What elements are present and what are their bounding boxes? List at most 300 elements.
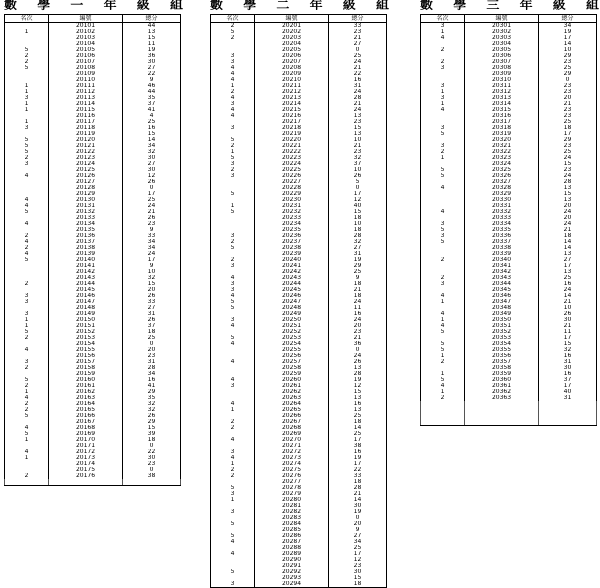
id-cell: 20301 [465, 23, 539, 30]
rank-cell: 3 [5, 299, 49, 305]
id-cell: 20124 [49, 161, 123, 167]
id-cell: 20129 [49, 191, 123, 197]
score-cell: 30 [123, 455, 181, 461]
id-cell: 20154 [49, 341, 123, 347]
id-cell: 20238 [255, 245, 329, 251]
score-cell: 20 [329, 521, 387, 527]
id-cell: 20135 [49, 227, 123, 233]
score-cell: 21 [329, 287, 387, 293]
rank-cell: 3 [5, 125, 49, 131]
rank-cell: 4 [5, 395, 49, 401]
score-cell: 17 [329, 191, 387, 197]
rank-cell: 3 [421, 143, 465, 149]
rank-cell: 1 [421, 89, 465, 95]
score-cell: 29 [539, 137, 597, 143]
id-cell: 20264 [255, 401, 329, 407]
rank-cell: 5 [421, 329, 465, 335]
score-cell: 27 [329, 533, 387, 539]
id-cell: 20303 [465, 35, 539, 41]
id-cell: 20281 [255, 503, 329, 509]
score-cell: 34 [123, 239, 181, 245]
id-cell: 20267 [255, 419, 329, 425]
score-cell: 30 [123, 167, 181, 173]
id-cell: 20315 [465, 107, 539, 113]
id-cell: 20153 [49, 335, 123, 341]
rank-cell: 4 [421, 383, 465, 389]
id-cell: 20249 [255, 311, 329, 317]
id-cell: 20141 [49, 263, 123, 269]
id-cell: 20136 [49, 233, 123, 239]
id-cell: 20322 [465, 149, 539, 155]
id-cell: 20173 [49, 455, 123, 461]
id-cell: 20346 [465, 293, 539, 299]
score-cell: 23 [539, 59, 597, 65]
id-cell: 20218 [255, 125, 329, 131]
score-cell: 16 [539, 371, 597, 377]
id-cell: 20171 [49, 443, 123, 449]
score-cell: 29 [539, 53, 597, 59]
rank-cell: 4 [211, 377, 255, 383]
id-cell: 20328 [465, 185, 539, 191]
score-cell: 22 [123, 71, 181, 77]
id-cell: 20355 [465, 347, 539, 353]
score-cell: 40 [329, 203, 387, 209]
id-cell: 20266 [255, 413, 329, 419]
rank-cell: 2 [5, 407, 49, 413]
rank-cell: 3 [211, 233, 255, 239]
score-cell: 17 [539, 35, 597, 41]
id-cell: 20311 [465, 83, 539, 89]
id-cell: 20229 [255, 191, 329, 197]
score-cell: 20 [123, 347, 181, 353]
rank-cell: 3 [211, 449, 255, 455]
score-cell: 38 [123, 473, 181, 479]
rank-cell: 4 [5, 203, 49, 209]
score-cell: 25 [539, 149, 597, 155]
score-cell: 41 [123, 383, 181, 389]
score-cell: 25 [123, 197, 181, 203]
id-cell: 20116 [49, 113, 123, 119]
score-cell: 16 [329, 77, 387, 83]
id-cell: 20302 [465, 29, 539, 35]
rank-cell: 5 [211, 245, 255, 251]
id-cell: 20362 [465, 389, 539, 395]
rank-cell: 1 [5, 101, 49, 107]
score-cell: 12 [329, 383, 387, 389]
rank-cell: 4 [211, 455, 255, 461]
score-cell: 26 [123, 179, 181, 185]
empty-cell [539, 419, 597, 426]
id-cell: 20152 [49, 329, 123, 335]
sheet-title [420, 0, 600, 11]
score-cell: 21 [329, 35, 387, 41]
title-char: 級 [552, 0, 567, 12]
id-cell: 20112 [49, 89, 123, 95]
id-cell: 20150 [49, 317, 123, 323]
id-cell: 20283 [255, 515, 329, 521]
id-header: 編號 [49, 15, 123, 23]
score-cell: 32 [123, 275, 181, 281]
rank-cell: 2 [5, 401, 49, 407]
score-cell: 46 [123, 83, 181, 89]
rank-cell: 1 [5, 389, 49, 395]
score-cell: 0 [329, 185, 387, 191]
score-cell: 27 [123, 161, 181, 167]
score-cell: 44 [123, 89, 181, 95]
id-cell: 20317 [465, 119, 539, 125]
rank-cell: 3 [421, 233, 465, 239]
score-cell: 13 [329, 395, 387, 401]
score-cell: 26 [123, 293, 181, 299]
id-cell: 20201 [255, 23, 329, 30]
score-cell: 19 [329, 257, 387, 263]
id-cell: 20240 [255, 257, 329, 263]
score-cell: 23 [539, 167, 597, 173]
score-cell: 32 [539, 347, 597, 353]
score-cell: 19 [123, 47, 181, 53]
score-cell: 11 [329, 305, 387, 311]
score-cell: 17 [539, 383, 597, 389]
score-cell: 36 [329, 341, 387, 347]
id-cell: 20221 [255, 143, 329, 149]
score-cell: 23 [123, 221, 181, 227]
id-cell: 20117 [49, 119, 123, 125]
score-cell: 15 [329, 389, 387, 395]
score-cell: 0 [123, 341, 181, 347]
score-cell: 35 [123, 395, 181, 401]
id-cell: 20318 [465, 125, 539, 131]
id-cell: 20234 [255, 221, 329, 227]
score-cell: 0 [329, 347, 387, 353]
id-cell: 20291 [255, 563, 329, 569]
score-cell: 24 [539, 173, 597, 179]
score-cell: 15 [329, 575, 387, 581]
id-cell: 20258 [255, 365, 329, 371]
rank-cell: 4 [421, 293, 465, 299]
id-cell: 20211 [255, 83, 329, 89]
score-cell: 13 [329, 131, 387, 137]
id-cell: 20247 [255, 299, 329, 305]
score-cell: 24 [329, 59, 387, 65]
id-cell: 20278 [255, 485, 329, 491]
score-cell: 24 [329, 353, 387, 359]
score-cell: 17 [539, 335, 597, 341]
rank-cell: 1 [211, 149, 255, 155]
rank-cell: 3 [5, 161, 49, 167]
id-cell: 20106 [49, 53, 123, 59]
id-cell: 20101 [49, 23, 123, 30]
rank-cell: 2 [5, 281, 49, 287]
rank-cell: 4 [211, 359, 255, 365]
rank-cell: 5 [5, 143, 49, 149]
score-cell: 31 [123, 311, 181, 317]
score-cell: 28 [329, 233, 387, 239]
id-cell: 20292 [255, 569, 329, 575]
score-cell: 18 [329, 581, 387, 588]
rank-cell: 5 [5, 431, 49, 437]
score-cell: 28 [539, 179, 597, 185]
header-row [5, 15, 181, 23]
score-cell: 23 [539, 107, 597, 113]
score-cell: 24 [539, 221, 597, 227]
id-cell: 20284 [255, 521, 329, 527]
score-cell: 14 [123, 137, 181, 143]
score-cell: 21 [123, 209, 181, 215]
id-cell: 20215 [255, 107, 329, 113]
title-char: 三 [486, 0, 501, 12]
title-char: 級 [136, 0, 151, 12]
score-cell: 30 [539, 365, 597, 371]
rank-cell: 4 [211, 437, 255, 443]
id-cell: 20143 [49, 275, 123, 281]
rank-cell: 1 [421, 299, 465, 305]
score-cell: 29 [123, 389, 181, 395]
id-cell: 20257 [255, 359, 329, 365]
score-cell: 24 [329, 107, 387, 113]
id-cell: 20142 [49, 269, 123, 275]
id-cell: 20363 [465, 395, 539, 401]
id-cell: 20241 [255, 263, 329, 269]
rank-cell: 2 [211, 167, 255, 173]
id-cell: 20244 [255, 281, 329, 287]
score-cell: 31 [123, 359, 181, 365]
rank-cell: 5 [211, 305, 255, 311]
score-cell: 32 [329, 155, 387, 161]
score-cell: 13 [539, 185, 597, 191]
score-cell: 27 [329, 245, 387, 251]
id-cell: 20309 [465, 71, 539, 77]
score-cell: 9 [329, 527, 387, 533]
rank-cell: 5 [421, 377, 465, 383]
id-cell: 20304 [465, 41, 539, 47]
rank-cell: 2 [421, 47, 465, 53]
score-cell: 23 [539, 83, 597, 89]
score-cell: 15 [539, 161, 597, 167]
id-cell: 20232 [255, 209, 329, 215]
rank-cell: 5 [211, 191, 255, 197]
id-cell: 20237 [255, 239, 329, 245]
id-cell: 20316 [465, 113, 539, 119]
id-cell: 20148 [49, 305, 123, 311]
rank-cell: 3 [211, 101, 255, 107]
id-cell: 20223 [255, 155, 329, 161]
score-cell: 26 [329, 359, 387, 365]
id-cell: 20233 [255, 215, 329, 221]
id-cell: 20209 [255, 71, 329, 77]
score-cell: 37 [329, 161, 387, 167]
id-cell: 20230 [255, 197, 329, 203]
score-cell: 17 [329, 461, 387, 467]
rank-cell: 5 [211, 485, 255, 491]
rank-cell: 2 [211, 23, 255, 30]
id-cell: 20330 [465, 197, 539, 203]
score-cell: 13 [539, 269, 597, 275]
id-cell: 20207 [255, 59, 329, 65]
id-cell: 20159 [49, 371, 123, 377]
id-cell: 20286 [255, 533, 329, 539]
rank-cell: 4 [211, 323, 255, 329]
id-cell: 20105 [49, 47, 123, 53]
rank-cell: 3 [5, 293, 49, 299]
score-cell: 17 [123, 191, 181, 197]
id-cell: 20131 [49, 203, 123, 209]
score-cell: 18 [329, 227, 387, 233]
score-cell: 37 [123, 323, 181, 329]
id-cell: 20273 [255, 455, 329, 461]
score-cell: 17 [329, 437, 387, 443]
rank-cell: 4 [421, 35, 465, 41]
id-cell: 20140 [49, 257, 123, 263]
id-cell: 20204 [255, 41, 329, 47]
score-table [420, 14, 597, 426]
rank-cell: 3 [421, 221, 465, 227]
rank-cell: 1 [5, 455, 49, 461]
rank-cell: 4 [211, 539, 255, 545]
id-cell: 20206 [255, 53, 329, 59]
id-cell: 20357 [465, 359, 539, 365]
rank-cell: 3 [421, 95, 465, 101]
id-cell: 20294 [255, 581, 329, 588]
score-cell: 25 [329, 545, 387, 551]
rank-cell: 1 [421, 155, 465, 161]
score-cell: 24 [539, 287, 597, 293]
score-cell: 24 [329, 317, 387, 323]
id-cell: 20333 [465, 215, 539, 221]
id-cell: 20132 [49, 209, 123, 215]
id-cell: 20288 [255, 545, 329, 551]
id-cell: 20137 [49, 239, 123, 245]
id-cell: 20175 [49, 467, 123, 473]
score-cell: 10 [123, 269, 181, 275]
id-cell: 20113 [49, 95, 123, 101]
score-sheet-grade-3 [420, 0, 600, 426]
score-cell: 15 [123, 281, 181, 287]
score-cell: 20 [123, 287, 181, 293]
id-cell: 20217 [255, 119, 329, 125]
rank-cell: 5 [211, 137, 255, 143]
id-cell: 20344 [465, 281, 539, 287]
score-cell: 13 [539, 197, 597, 203]
rank-cell: 2 [5, 59, 49, 65]
score-cell: 24 [123, 203, 181, 209]
title-char: 學 [243, 0, 258, 12]
id-cell: 20280 [255, 497, 329, 503]
rank-cell: 2 [211, 35, 255, 41]
score-cell: 0 [123, 185, 181, 191]
rank-cell: 4 [5, 197, 49, 203]
id-cell: 20208 [255, 65, 329, 71]
id-cell: 20111 [49, 83, 123, 89]
score-cell: 18 [123, 329, 181, 335]
score-cell: 32 [329, 239, 387, 245]
score-cell: 26 [123, 413, 181, 419]
rank-cell: 5 [5, 47, 49, 53]
id-cell: 20169 [49, 431, 123, 437]
score-cell: 16 [329, 449, 387, 455]
score-cell: 16 [329, 311, 387, 317]
id-cell: 20163 [49, 395, 123, 401]
score-cell: 0 [123, 443, 181, 449]
score-cell: 27 [123, 305, 181, 311]
score-cell: 12 [123, 173, 181, 179]
score-cell: 15 [329, 125, 387, 131]
id-cell: 20133 [49, 215, 123, 221]
id-cell: 20256 [255, 353, 329, 359]
rank-cell: 4 [211, 293, 255, 299]
rank-cell: 3 [211, 281, 255, 287]
score-cell: 21 [539, 323, 597, 329]
rank-cell: 5 [211, 29, 255, 35]
score-cell: 19 [539, 29, 597, 35]
id-cell: 20272 [255, 449, 329, 455]
rank-cell: 1 [5, 29, 49, 35]
id-cell: 20274 [255, 461, 329, 467]
id-cell: 20306 [465, 53, 539, 59]
score-cell: 34 [123, 245, 181, 251]
rank-cell: 1 [211, 497, 255, 503]
id-cell: 20130 [49, 197, 123, 203]
rank-cell: 2 [421, 359, 465, 365]
rank-cell: 2 [5, 53, 49, 59]
title-char: 級 [342, 0, 357, 12]
score-cell: 19 [329, 377, 387, 383]
score-cell: 18 [329, 479, 387, 485]
id-cell: 20235 [255, 227, 329, 233]
score-cell: 25 [329, 431, 387, 437]
id-cell: 20324 [465, 161, 539, 167]
score-cell: 39 [123, 431, 181, 437]
id-cell: 20220 [255, 137, 329, 143]
rank-cell: 1 [5, 437, 49, 443]
rank-cell: 2 [211, 473, 255, 479]
rank-cell: 5 [5, 329, 49, 335]
rank-cell: 1 [211, 461, 255, 467]
id-cell: 20145 [49, 287, 123, 293]
score-cell: 28 [329, 371, 387, 377]
score-cell: 23 [329, 563, 387, 569]
rank-cell: 2 [211, 419, 255, 425]
id-cell: 20277 [255, 479, 329, 485]
rank-cell: 2 [211, 143, 255, 149]
title-char: 組 [585, 0, 600, 12]
empty-cell [421, 419, 465, 426]
id-cell: 20134 [49, 221, 123, 227]
id-cell: 20314 [465, 101, 539, 107]
id-cell: 20203 [255, 35, 329, 41]
id-cell: 20326 [465, 173, 539, 179]
score-cell: 25 [539, 275, 597, 281]
score-cell: 23 [539, 143, 597, 149]
score-table [210, 14, 387, 588]
score-cell: 16 [539, 353, 597, 359]
id-cell: 20224 [255, 161, 329, 167]
id-cell: 20342 [465, 269, 539, 275]
rank-cell: 1 [5, 107, 49, 113]
score-cell: 18 [329, 419, 387, 425]
rank-cell: 5 [421, 341, 465, 347]
id-cell: 20250 [255, 317, 329, 323]
id-cell: 20168 [49, 425, 123, 431]
id-cell: 20212 [255, 89, 329, 95]
score-cell: 33 [329, 23, 387, 30]
header-row [211, 15, 387, 23]
id-cell: 20147 [49, 299, 123, 305]
table-row [211, 581, 387, 588]
score-cell: 21 [329, 101, 387, 107]
id-cell: 20119 [49, 131, 123, 137]
rank-cell: 5 [5, 149, 49, 155]
score-cell: 5 [329, 179, 387, 185]
